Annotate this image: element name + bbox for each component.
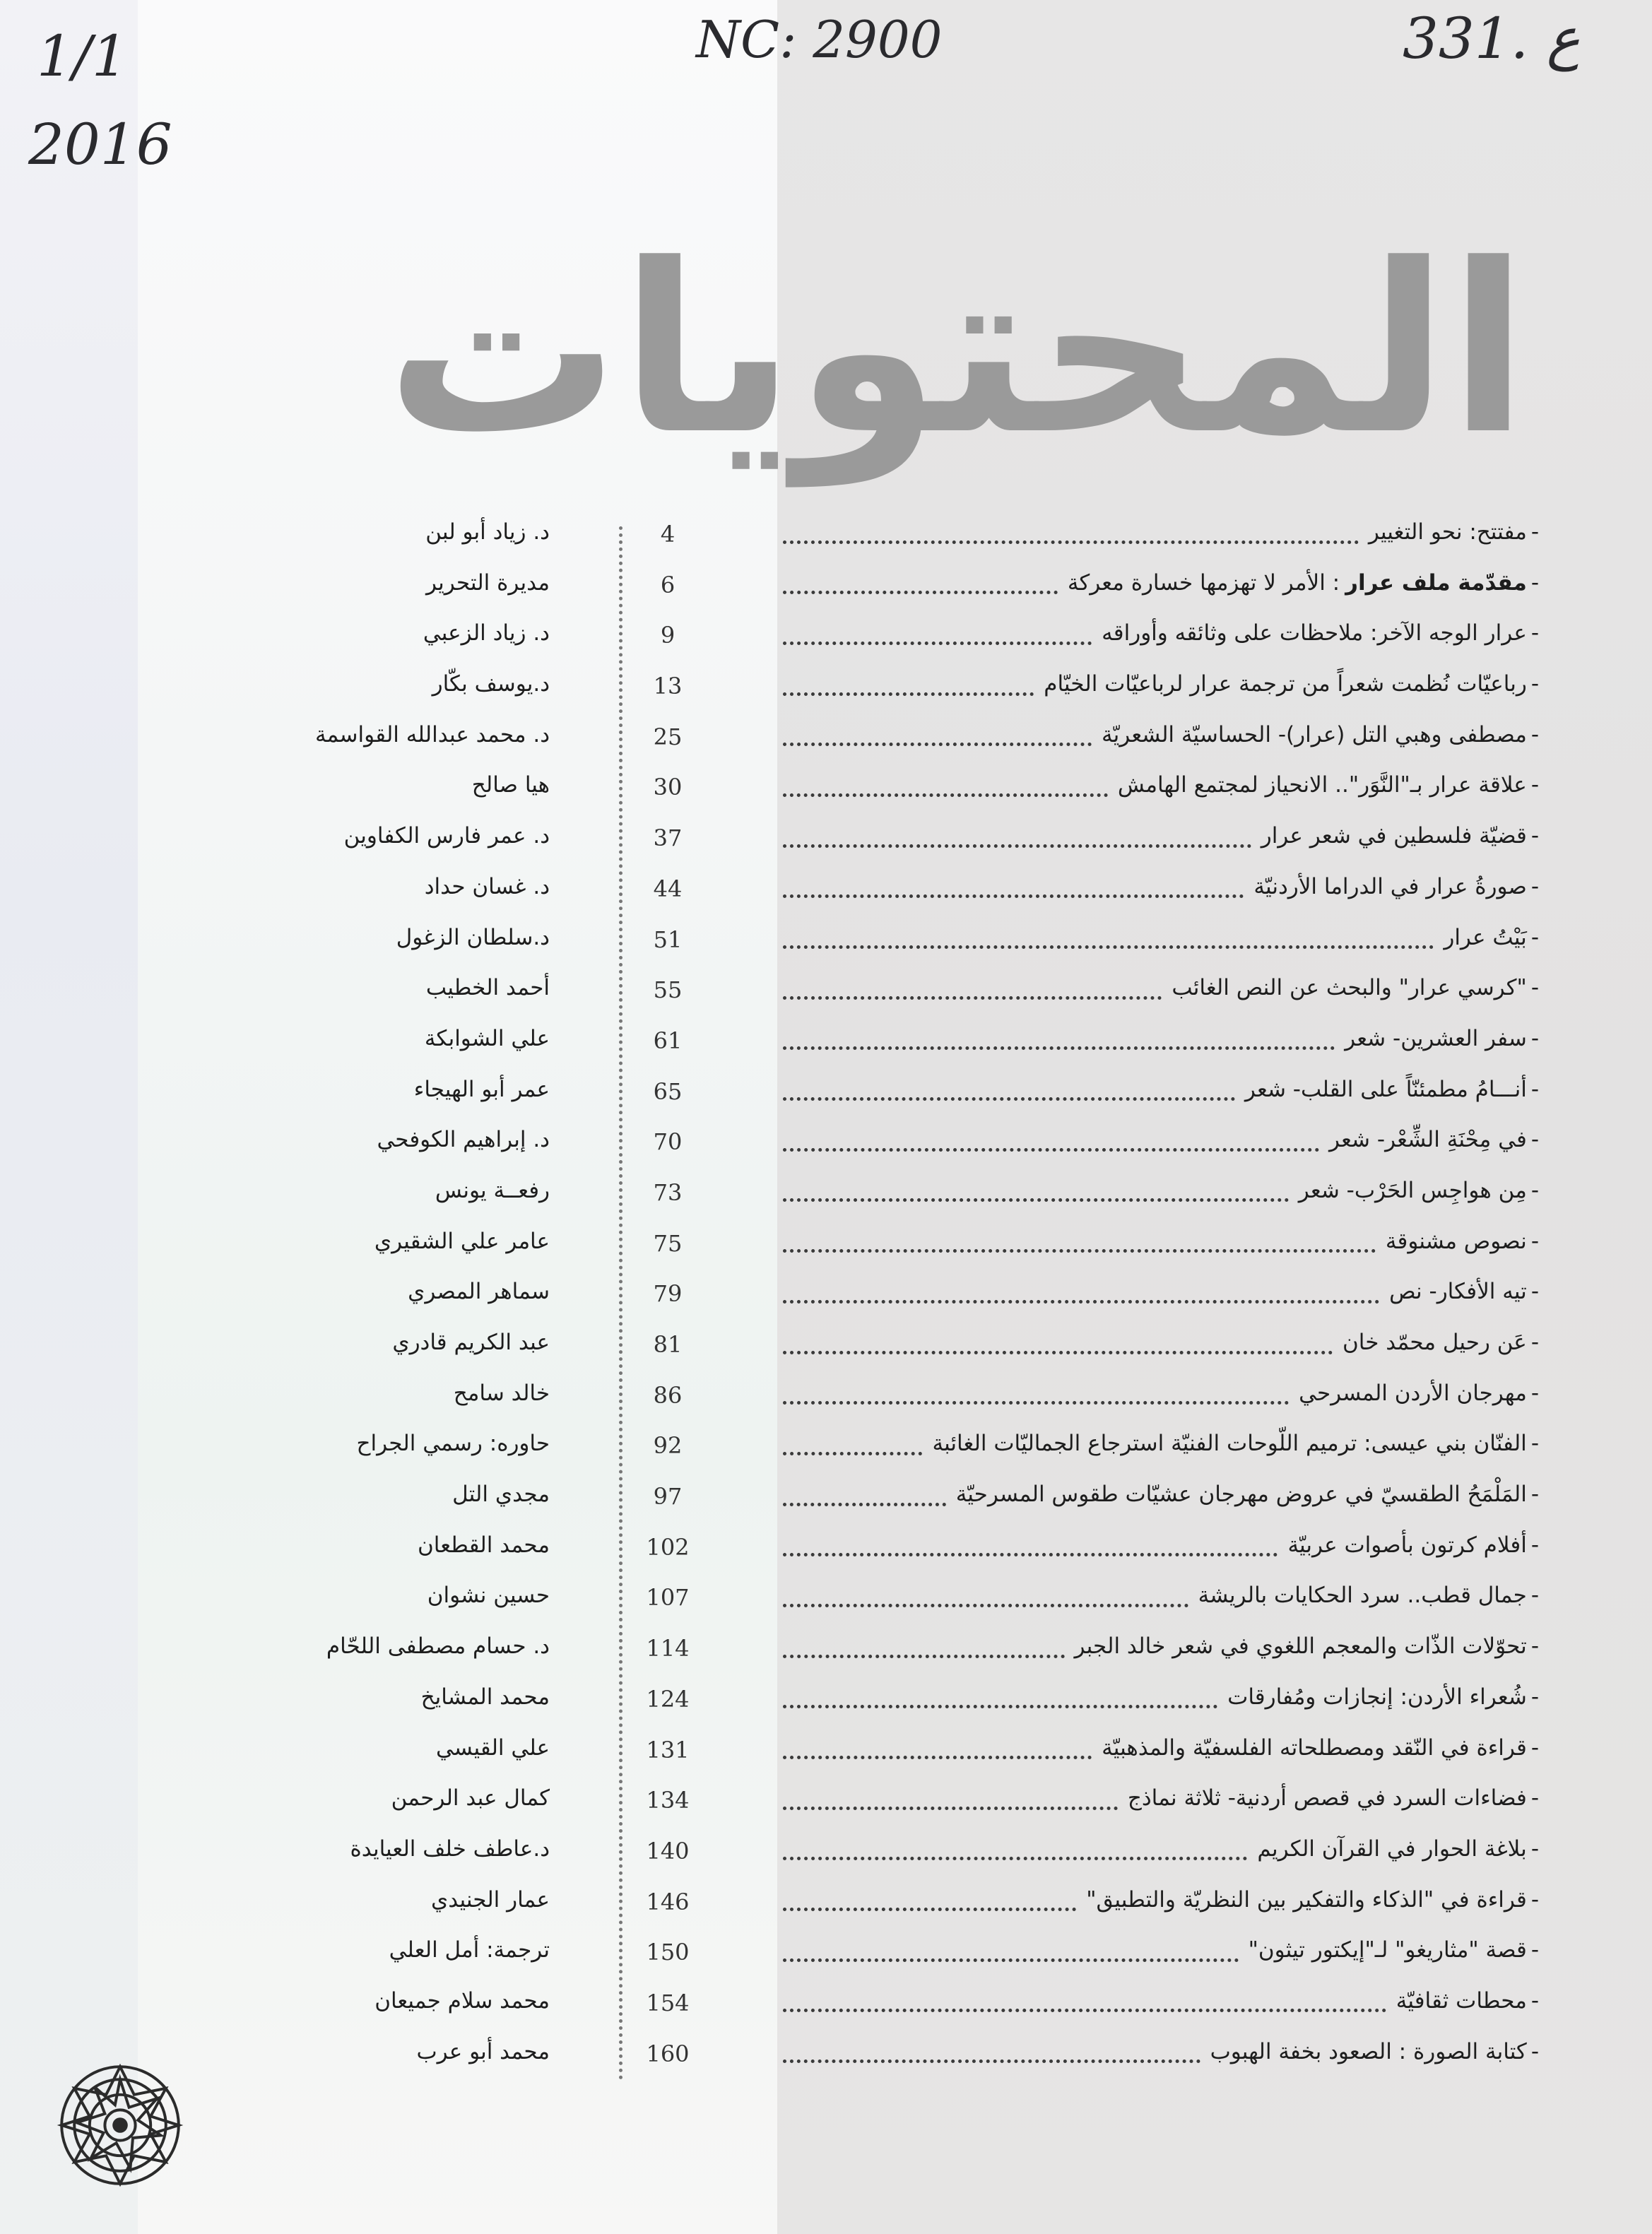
toc-title-text: فضاءات السرد في قصص أردنية- ثلاثة نماذج: [1127, 1785, 1527, 1812]
toc-page-number: 13: [653, 673, 683, 700]
toc-bullet: -: [1530, 721, 1539, 747]
toc-title: [783, 1633, 1539, 1659]
toc-page-number: 150: [646, 1939, 690, 1966]
toc-dot-leader: [783, 1300, 1379, 1304]
toc-bullet: -: [1530, 1886, 1539, 1913]
toc-bullet: -: [1530, 1987, 1539, 2014]
toc-title: [783, 1178, 1539, 1203]
toc-dot-leader: [783, 1604, 1188, 1607]
toc-title-text: عَن رحيل محمّد خان: [1343, 1330, 1527, 1355]
toc-row: [0, 1785, 1652, 1836]
toc-page-number: 44: [653, 875, 683, 902]
toc-bullet: -: [1530, 1076, 1539, 1102]
toc-title-text: بلاغة الحوار في القرآن الكريم: [1257, 1836, 1527, 1862]
toc-title-text: قصة "مثاريغو" لـ"إيكتور تيثون": [1248, 1937, 1527, 1963]
toc-title: [783, 620, 1539, 646]
toc-title: [783, 1026, 1539, 1051]
toc-title: [783, 1381, 1539, 1406]
toc-title: [783, 1583, 1539, 1608]
toc-title-text: الفنّان بني عيسى: ترميم اللّوحات الفنيّة استرجاع الجماليّات الغائبة: [932, 1431, 1527, 1457]
toc-author: د. حسام مصطفى اللحّام: [326, 1633, 550, 1660]
toc-title-text: قضيّة فلسطين في شعر عرار: [1261, 823, 1527, 849]
toc-title: [783, 874, 1539, 899]
toc-title: [783, 1887, 1539, 1913]
toc-dot-leader: [783, 1756, 1092, 1759]
toc-page-number: 75: [653, 1229, 683, 1257]
toc-row: [0, 1127, 1652, 1178]
handwritten-note-shelf: 331. ع: [1403, 6, 1581, 71]
toc-dot-leader: [783, 2059, 1200, 2063]
page-title: المحتويات: [385, 214, 1528, 485]
toc-page-number: 37: [653, 825, 683, 852]
toc-bullet: -: [1530, 1431, 1539, 1457]
toc-row: [0, 975, 1652, 1026]
toc-dot-leader: [783, 945, 1434, 949]
toc-title-text: المَلْمَحُ الطقسيّ في عروض مهرجان عشيّات طقوس المسرحيّة: [955, 1482, 1527, 1508]
toc-title: [783, 2039, 1539, 2064]
toc-page-number: 30: [653, 774, 683, 801]
toc-dot-leader: [783, 1351, 1333, 1354]
toc-title: [783, 1532, 1539, 1558]
toc-title: [783, 925, 1539, 950]
toc-author: رفعــة يونس: [435, 1177, 550, 1203]
toc-title-text: محطات ثقافيّة: [1396, 1987, 1527, 2014]
toc-title-text: صورةُ عرار في الدراما الأردنيّة: [1253, 873, 1527, 899]
toc-author: مجدي التل: [452, 1482, 550, 1508]
toc-page-number: 140: [646, 1837, 690, 1864]
toc-title: [783, 671, 1539, 697]
toc-row: [0, 1633, 1652, 1684]
toc-bullet: -: [1530, 1583, 1539, 1609]
toc-row: [0, 1583, 1652, 1633]
toc-dot-leader: [783, 1553, 1278, 1556]
toc-row: [0, 1279, 1652, 1330]
toc-author: محمد القطعان: [418, 1532, 550, 1558]
table-of-contents: [0, 519, 1652, 2089]
toc-bullet: -: [1530, 1785, 1539, 1812]
toc-title: [783, 1127, 1539, 1152]
toc-dot-leader: [783, 2009, 1386, 2012]
toc-dot-leader: [783, 1958, 1239, 1962]
toc-dot-leader: [783, 1198, 1289, 1202]
toc-dot-leader: [783, 743, 1092, 746]
toc-title: [783, 1279, 1539, 1304]
toc-title: [783, 1785, 1539, 1811]
toc-page-number: 9: [660, 622, 675, 649]
toc-bullet: -: [1530, 1684, 1539, 1710]
handwritten-note-catalog: NC: 2900: [696, 10, 943, 69]
toc-author: خالد سامح: [453, 1380, 550, 1406]
toc-author: علي القيسي: [435, 1734, 550, 1761]
toc-dot-leader: [783, 1097, 1235, 1101]
toc-title-text: في مِحْنَةِ الشِّعْر- شعر: [1329, 1127, 1527, 1153]
toc-row: [0, 1431, 1652, 1482]
toc-author: د. عمر فارس الكفاوين: [343, 823, 550, 849]
toc-author: محمد المشايخ: [420, 1684, 550, 1710]
toc-title-text: قراءة في النّقد ومصطلحاته الفلسفيّة والمذهبيّة: [1102, 1734, 1527, 1761]
toc-bullet: -: [1530, 873, 1539, 899]
toc-row: [0, 874, 1652, 925]
toc-page-number: 146: [646, 1888, 690, 1915]
toc-page-number: 51: [653, 926, 683, 953]
handwritten-note-year: 2016: [28, 112, 172, 177]
toc-bullet: -: [1530, 671, 1539, 697]
toc-dot-leader: [783, 1046, 1335, 1050]
toc-page-number: 92: [653, 1432, 683, 1460]
toc-row: [0, 519, 1652, 570]
toc-author: حسين نشوان: [427, 1583, 550, 1609]
toc-page-number: 124: [646, 1685, 690, 1713]
toc-row: [0, 823, 1652, 874]
toc-title-text: بَيْتُ عرار: [1444, 924, 1527, 950]
toc-row: [0, 1988, 1652, 2039]
toc-title: [783, 1735, 1539, 1761]
toc-page-number: 79: [653, 1280, 683, 1308]
toc-bullet: -: [1530, 772, 1539, 798]
toc-title: [783, 1229, 1539, 1254]
toc-title-text: مهرجان الأردن المسرحي: [1299, 1380, 1527, 1406]
toc-title-text: عرار الوجه الآخر: ملاحظات على وثائقه وأوراقه: [1102, 620, 1527, 646]
arabesque-rosette-icon: [57, 2062, 184, 2189]
toc-title-text: كتابة الصورة : الصعود بخفة الهبوب: [1210, 2038, 1527, 2064]
toc-bullet: -: [1530, 924, 1539, 950]
toc-bullet: -: [1530, 1279, 1539, 1305]
toc-page-number: 25: [653, 723, 683, 750]
toc-row: [0, 1836, 1652, 1887]
toc-row: [0, 1229, 1652, 1279]
toc-title: [783, 1937, 1539, 1963]
toc-title-text: مِن هواجِس الحَرْب- شعر: [1298, 1177, 1527, 1203]
toc-page-number: 97: [653, 1483, 683, 1511]
toc-page-number: 61: [653, 1027, 683, 1054]
toc-title: [783, 722, 1539, 747]
toc-title-text: رباعيّات نُظمت شعراً من ترجمة عرار لرباعيّات الخيّام: [1044, 671, 1527, 697]
toc-bullet: -: [1530, 1127, 1539, 1153]
toc-row: [0, 1735, 1652, 1786]
toc-author: عبد الكريم قادري: [392, 1330, 550, 1355]
toc-page-number: 107: [646, 1584, 690, 1612]
toc-author: د. زياد أبو لبن: [425, 519, 550, 545]
toc-title: [783, 1431, 1539, 1456]
toc-bullet: -: [1530, 975, 1539, 1001]
handwritten-note-issue: 1/1: [37, 23, 128, 89]
toc-bullet: -: [1530, 1633, 1539, 1660]
toc-row: [0, 620, 1652, 671]
toc-author: ترجمة: أمل العلي: [389, 1937, 550, 1963]
toc-title: [783, 1482, 1539, 1507]
toc-dot-leader: [783, 1807, 1118, 1810]
toc-author: د.سلطان الزغول: [396, 924, 550, 950]
toc-dot-leader: [783, 1655, 1065, 1658]
toc-title-text: شُعراء الأردن: إنجازات ومُفارقات: [1227, 1684, 1527, 1710]
toc-author: هيا صالح: [471, 772, 550, 798]
toc-bullet: -: [1530, 569, 1539, 596]
toc-bullet: -: [1530, 519, 1539, 545]
toc-bullet: -: [1530, 1228, 1539, 1254]
toc-dot-leader: [783, 591, 1058, 594]
toc-author: د. إبراهيم الكوفحي: [377, 1127, 550, 1153]
toc-row: [0, 1381, 1652, 1431]
toc-bullet: -: [1530, 823, 1539, 849]
toc-row: [0, 1482, 1652, 1532]
toc-title: [783, 1684, 1539, 1710]
toc-page-number: 4: [660, 521, 675, 548]
toc-title: [783, 1836, 1539, 1862]
toc-dot-leader: [783, 540, 1359, 544]
toc-title-text: قراءة في "الذكاء والتفكير بين النظريّة والتطبيق": [1086, 1886, 1527, 1913]
toc-page-number: 114: [646, 1635, 690, 1662]
toc-row: [0, 1887, 1652, 1938]
toc-dot-leader: [783, 894, 1244, 898]
toc-author: محمد سلام جميعان: [374, 1987, 550, 2014]
toc-dot-leader: [783, 1401, 1289, 1405]
toc-title-text: سفر العشرين- شعر: [1345, 1025, 1527, 1051]
toc-title: [783, 1077, 1539, 1102]
toc-title-text: مصطفى وهبي التل (عرار)- الحساسيّة الشعريّة: [1102, 721, 1527, 747]
toc-author: عمر أبو الهيجاء: [413, 1076, 550, 1102]
toc-title-text: أنـــامُ مطمئنّاً على القلب- شعر: [1244, 1076, 1527, 1102]
toc-dot-leader: [783, 1452, 922, 1455]
toc-page-number: 102: [646, 1533, 690, 1561]
toc-dot-leader: [783, 1503, 946, 1506]
toc-title-text: مفتتح: نحو التغيير: [1368, 519, 1527, 545]
toc-page-number: 55: [653, 976, 683, 1004]
toc-author: د.عاطف خلف العيايدة: [350, 1836, 550, 1862]
toc-title-bold: مقدّمة ملف عرار: [1345, 569, 1527, 596]
toc-row: [0, 1684, 1652, 1735]
toc-page-number: 134: [646, 1787, 690, 1814]
toc-bullet: -: [1530, 1380, 1539, 1406]
toc-title: [783, 519, 1539, 545]
toc-author: حاوره: رسمي الجراح: [356, 1431, 550, 1457]
toc-title: [783, 823, 1539, 849]
toc-row: [0, 1532, 1652, 1583]
toc-row: [0, 671, 1652, 722]
toc-author: علي الشوابكة: [424, 1025, 550, 1051]
toc-bullet: -: [1530, 620, 1539, 646]
toc-dot-leader: [783, 1857, 1247, 1860]
toc-title-text: تيه الأفكار- نص: [1389, 1279, 1527, 1305]
toc-page-number: 86: [653, 1381, 683, 1409]
toc-title: [783, 975, 1539, 1000]
toc-author: مديرة التحرير: [426, 569, 550, 596]
toc-dot-leader: [783, 1705, 1217, 1708]
toc-row: [0, 925, 1652, 976]
toc-bullet: -: [1530, 1025, 1539, 1051]
toc-author: د. محمد عبدالله القواسمة: [315, 721, 550, 747]
toc-title: [783, 570, 1539, 596]
toc-author: سماهر المصري: [408, 1279, 550, 1305]
toc-row: [0, 722, 1652, 773]
toc-bullet: -: [1530, 1937, 1539, 1963]
toc-bullet: -: [1530, 1177, 1539, 1203]
toc-bullet: -: [1530, 1734, 1539, 1761]
toc-row: [0, 1178, 1652, 1229]
toc-dot-leader: [783, 692, 1034, 696]
toc-author: كمال عبد الرحمن: [391, 1785, 550, 1812]
toc-dot-leader: [783, 1908, 1076, 1911]
toc-dot-leader: [783, 1249, 1376, 1253]
toc-title-text: جمال قطب.. سرد الحكايات بالريشة: [1198, 1583, 1527, 1609]
toc-title: [783, 1988, 1539, 2014]
toc-author: د. زياد الزعبي: [423, 620, 550, 646]
toc-row: [0, 1026, 1652, 1077]
toc-dot-leader: [783, 793, 1108, 797]
toc-title: [783, 772, 1539, 798]
toc-title-text: أفلام كرتون بأصوات عربيّة: [1287, 1532, 1527, 1558]
toc-title-text: علاقة عرار بـ"النَّوَر".. الانحياز لمجتمع الهامش: [1117, 772, 1527, 798]
toc-title: [783, 1330, 1539, 1355]
toc-page-number: 65: [653, 1077, 683, 1105]
toc-row: [0, 570, 1652, 621]
toc-author: د. غسان حداد: [424, 873, 550, 899]
toc-dot-leader: [783, 996, 1162, 1000]
toc-author: د.يوسف بكّار: [432, 671, 550, 697]
toc-title-text: تحوّلات الذّات والمعجم اللغوي في شعر خالد الجبر: [1074, 1633, 1527, 1660]
toc-bullet: -: [1530, 2038, 1539, 2064]
toc-row: [0, 1077, 1652, 1128]
toc-author: محمد أبو عرب: [416, 2038, 550, 2064]
toc-row: [0, 2039, 1652, 2090]
toc-dot-leader: [783, 1148, 1319, 1152]
toc-title-text: "كرسي عرار" والبحث عن النص الغائب: [1172, 975, 1527, 1001]
toc-title-text: : الأمر لا تهزمها خسارة معركة: [1067, 569, 1340, 596]
toc-author: عامر علي الشقيري: [374, 1228, 550, 1254]
toc-dot-leader: [783, 844, 1251, 848]
toc-author: عمار الجنيدي: [430, 1886, 550, 1913]
toc-page-number: 131: [646, 1736, 690, 1763]
toc-bullet: -: [1530, 1532, 1539, 1558]
toc-row: [0, 772, 1652, 823]
toc-bullet: -: [1530, 1482, 1539, 1508]
toc-page-number: 81: [653, 1331, 683, 1358]
toc-author: أحمد الخطيب: [425, 975, 550, 1001]
toc-page-number: 154: [646, 1989, 690, 2016]
toc-page-number: 6: [660, 571, 675, 598]
toc-title-text: نصوص مشنوقة: [1385, 1228, 1527, 1254]
toc-page-number: 160: [646, 2040, 690, 2067]
toc-row: [0, 1330, 1652, 1381]
toc-row: [0, 1937, 1652, 1988]
toc-page-number: 70: [653, 1128, 683, 1156]
toc-dot-leader: [783, 642, 1092, 645]
toc-page-number: 73: [653, 1178, 683, 1206]
toc-bullet: -: [1530, 1836, 1539, 1862]
toc-bullet: -: [1530, 1330, 1539, 1355]
